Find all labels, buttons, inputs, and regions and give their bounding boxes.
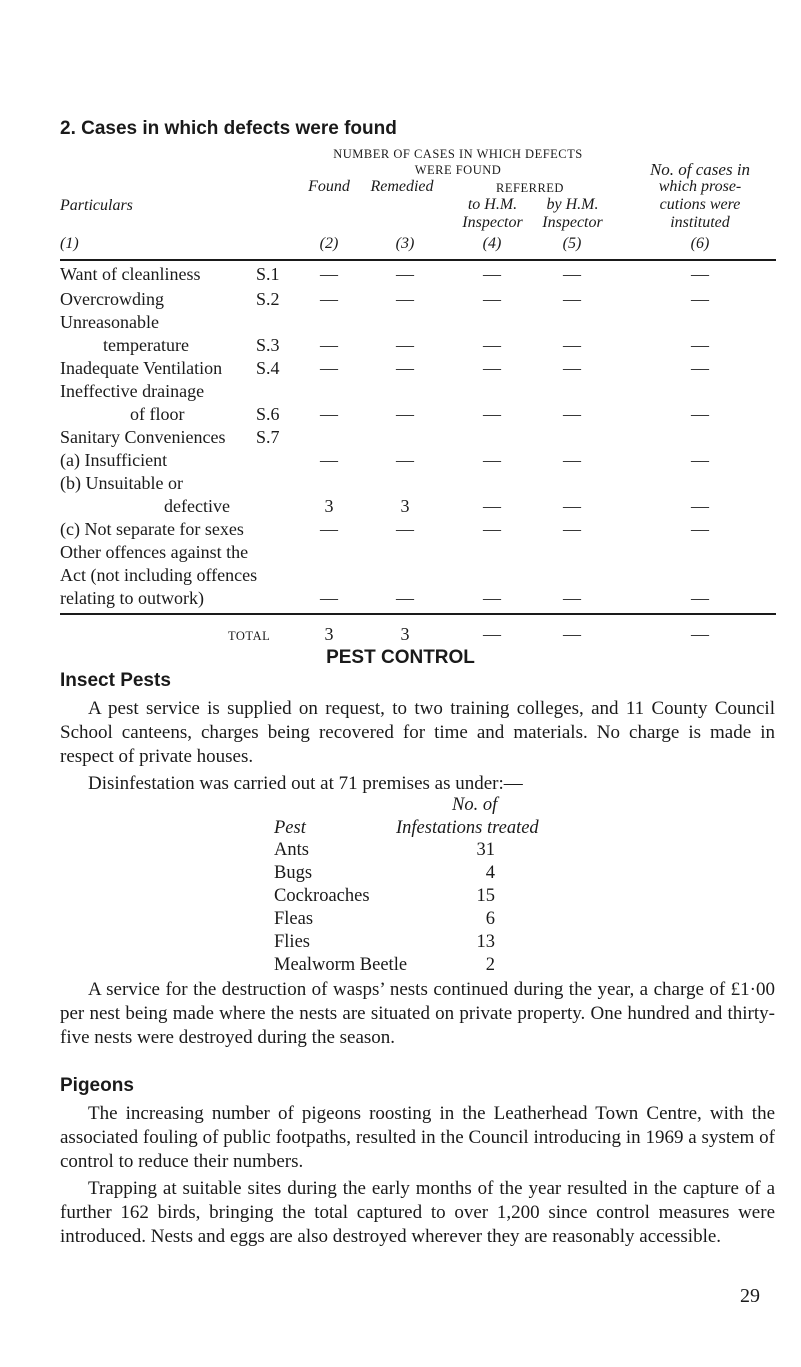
total-value: — [483,624,501,644]
row-value: — [320,450,338,470]
col-prosecutions-line3: cutions were [659,196,741,213]
row-code: S.6 [256,404,280,424]
section-title: 2. Cases in which defects were found [60,118,397,139]
pest-name: Cockroaches [274,886,370,906]
row-label: Ineffective drainage [60,381,205,401]
col-prosecutions-line2: which prose- [658,178,742,195]
row-label: Want of cleanliness [60,264,201,284]
row-value: — [320,289,338,309]
row-value: — [483,588,501,608]
pigeons-paragraph-1: The increasing number of pigeons roosting in the Leatherhead Town Centre, with the associated fouling of public footpaths, resulted in the Council introducing in 1969 a system of control to reduce their numbers. [60,1103,775,1172]
col-number-4: (4) [482,235,502,252]
col-by-hm-line2: Inspector [542,214,603,231]
pigeons-heading: Pigeons [60,1075,134,1096]
row-value: — [483,450,501,470]
row-value: — [396,404,414,424]
row-value: 3 [324,496,334,516]
row-value: — [396,264,414,284]
pest-count: 13 [476,932,495,952]
row-label: (c) Not separate for sexes [60,519,244,539]
row-value: — [483,264,501,284]
row-label: defective [164,496,230,516]
row-label: Sanitary Conveniences [60,427,226,447]
total-value: 3 [324,624,334,644]
row-label: Unreasonable [60,312,159,332]
row-label: relating to outwork) [60,588,204,608]
row-value: — [563,404,581,424]
row-value: — [320,358,338,378]
row-label: Other offences against the [60,542,249,562]
row-value: — [563,264,581,284]
row-label: Act (not including offences [60,565,258,585]
row-value: — [396,588,414,608]
row-value: — [396,358,414,378]
col-found: Found [308,178,350,195]
pest-count: 4 [485,863,495,883]
pigeons-paragraph-2: Trapping at suitable sites during the early months of the year resulted in the capture of a further 162 birds, bringing the total captured to over 1,200 since control measures were introduced. Nests and eggs are also destroyed wherever they are reasonably accessible. [60,1178,775,1247]
col-prosecutions-line4: instituted [670,214,730,231]
col-remedied: Remedied [370,178,434,195]
col-number-5: (5) [562,235,582,252]
pest-col-pest: Pest [274,818,306,838]
row-value: — [563,519,581,539]
row-code: S.1 [256,264,280,284]
row-value: — [691,588,709,608]
row-label: Overcrowding [60,289,164,309]
row-value: — [483,496,501,516]
col-number-6: (6) [690,235,710,252]
row-value: — [563,335,581,355]
insect-pests-heading: Insect Pests [60,670,171,691]
pest-count: 2 [485,955,495,975]
row-value: — [396,519,414,539]
wasps-paragraph: A service for the destruction of wasps’ nests continued during the year, a charge of £1·00 per nest being made where the nests are situated on private property. One hundred and thirty-five nests were destroyed during the season. [60,979,775,1048]
total-label: TOTAL [228,629,271,643]
pest-name: Ants [274,840,309,860]
row-value: — [320,264,338,284]
col-particulars: Particulars [60,197,133,214]
pest-name: Flies [274,932,310,952]
col-referred: REFERRED [496,181,564,195]
row-value: — [483,404,501,424]
row-value: — [691,496,709,516]
insect-paragraph-1: A pest service is supplied on request, to two training colleges, and 11 County Council School canteens, charges being recovered for time and materials. No charge is made in respect of private houses. [60,698,775,767]
pest-control-title: PEST CONTROL [326,647,475,668]
row-code: S.4 [256,358,280,378]
row-label: (b) Unsuitable or [60,473,183,493]
pest-name: Fleas [274,909,314,929]
row-value: — [563,289,581,309]
row-value: — [396,289,414,309]
row-code: S.3 [256,335,280,355]
pest-col-count-line2: Infestations treated [396,818,539,838]
pest-count: 31 [476,840,495,860]
total-value: — [691,624,709,644]
row-value: — [483,519,501,539]
header-rule [60,259,776,261]
row-value: — [691,404,709,424]
row-value: — [691,289,709,309]
row-value: 3 [400,496,410,516]
row-value: — [396,450,414,470]
row-code: S.7 [256,427,280,447]
group-header-line2: WERE FOUND [414,163,502,177]
total-value: 3 [400,624,410,644]
pest-name: Mealworm Beetle [274,955,408,975]
row-value: — [691,450,709,470]
row-value: — [320,588,338,608]
row-value: — [691,358,709,378]
insect-paragraph-2: Disinfestation was carried out at 71 premises as under:— [88,773,523,794]
col-prosecutions-line1: No. of cases in [649,160,751,179]
col-by-hm-line1: by H.M. [546,196,599,213]
row-value: — [483,358,501,378]
row-label: temperature [103,335,189,355]
row-value: — [483,335,501,355]
row-value: — [691,335,709,355]
row-value: — [483,289,501,309]
col-number-2: (2) [319,235,339,252]
col-number-3: (3) [395,235,415,252]
row-value: — [563,358,581,378]
row-value: — [691,519,709,539]
pest-count: 6 [485,909,495,929]
row-value: — [563,450,581,470]
col-number-1: (1) [60,235,79,252]
row-label: of floor [130,404,185,424]
pest-name: Bugs [274,863,313,883]
row-value: — [563,496,581,516]
row-value: — [396,335,414,355]
page-number: 29 [740,1285,760,1307]
row-label: Inadequate Ventilation [60,358,223,378]
row-value: — [563,588,581,608]
group-header-line1: NUMBER OF CASES IN WHICH DEFECTS [333,147,583,161]
row-code: S.2 [256,289,280,309]
row-value: — [320,335,338,355]
col-to-hm-line2: Inspector [462,214,523,231]
row-label: (a) Insufficient [60,450,168,470]
total-value: — [563,624,581,644]
pest-count: 15 [476,886,495,906]
col-to-hm-line1: to H.M. [467,196,518,213]
row-value: — [320,519,338,539]
total-rule [60,613,776,615]
row-value: — [320,404,338,424]
pest-col-count-line1: No. of [452,795,498,815]
row-value: — [691,264,709,284]
